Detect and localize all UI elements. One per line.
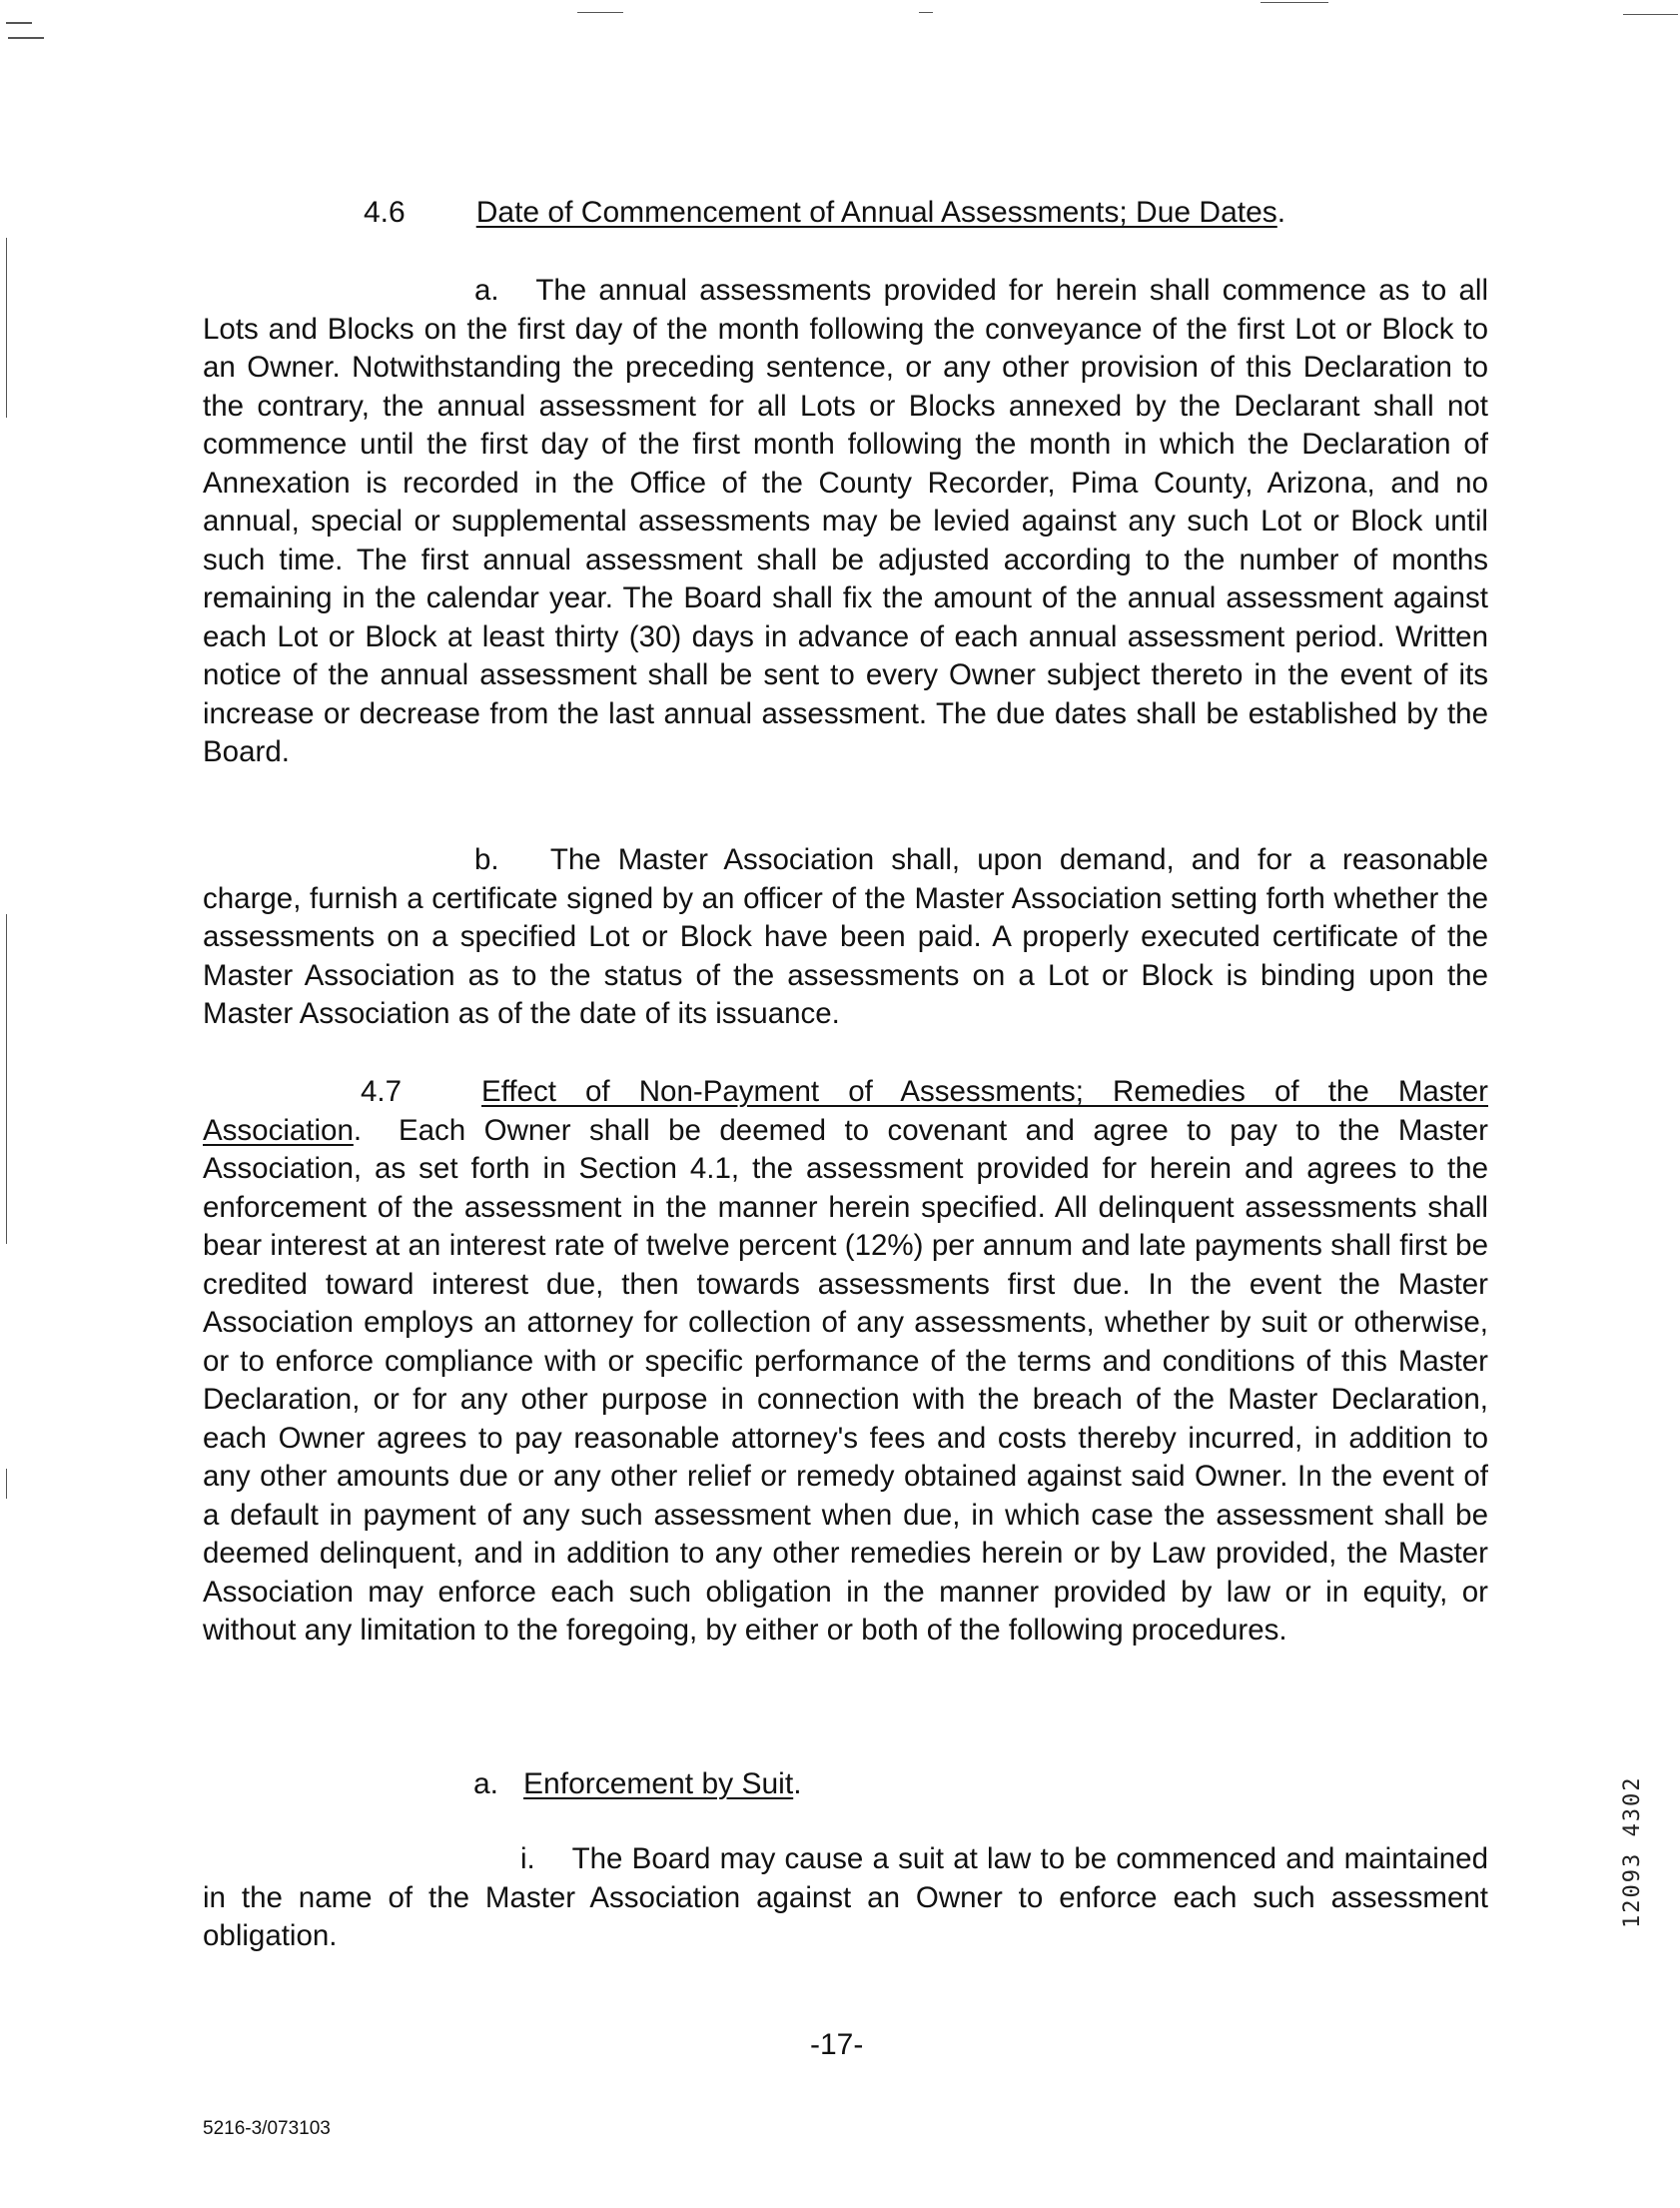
paragraph-b-label: b. <box>474 843 499 876</box>
section-4-7-sub-a-heading <box>473 1764 802 1804</box>
paragraph-a-label: a. <box>474 274 499 307</box>
scan-artifact-top-right <box>1623 14 1678 15</box>
section-4-6-number: 4.6 <box>364 196 406 229</box>
section-4-7-text: Each Owner shall be deemed to covenant and agree to pay to the Master Association, as set forth in Section 4.1, the assessment provided for herein and agrees to the enforcement of the assessment in the manner herein specified. All delinquent assessments shall bear interest at an interest rate of twelve percent (12%) per annum and late payments shall first be credited toward interest due, then towards assessments first due. In the event the Master Association employs an attorney for collection of any assessments, whether by suit or otherwise, or to enforce compliance with or specific performance of the terms and conditions of this Master Declaration, or for any other purpose in connection with the breach of the Master Declaration, each Owner agrees to pay reasonable attorney's fees and costs thereby incurred, in addition to any other amounts due or any other relief or remedy obtained against said Owner. In the event of a default in payment of any such assessment when due, in which case the assessment shall be deemed delinquent, and in addition to any other remedies herein or by Law provided, the Master Association may enforce each such obligation in the manner provided by law or in equity, or without any limitation to the foregoing, by either or both of the following procedures. <box>203 1113 1488 1647</box>
footer-document-code: 5216-3/073103 <box>203 2118 331 2139</box>
recording-stamp: 12093 4302 <box>1620 1775 1645 1928</box>
sub-a-title-tail: . <box>793 1767 802 1800</box>
section-4-6-title-tail: . <box>1276 196 1286 229</box>
scan-artifact-left-edge-2 <box>6 914 7 1244</box>
sub-i-label: i. <box>520 1842 535 1875</box>
scan-artifact-left-edge-1 <box>6 238 7 418</box>
sub-i-text: The Board may cause a suit at law to be commenced and maintained in the name of the Master Association against an Owner to enforce each such assessment obligation. <box>203 1842 1488 1952</box>
scan-artifact-top-1 <box>577 12 623 13</box>
section-4-7-title-tail: . <box>353 1113 363 1147</box>
scan-artifact-top-2 <box>919 12 933 13</box>
section-4-6-paragraph-a <box>203 272 1488 772</box>
paragraph-b-text: The Master Association shall, upon demand, and for a reasonable charge, furnish a certificate signed by an officer of the Master Association setting forth whether the assessments on a specified Lot or Block have been paid. A properly executed certificate of the Master Association as to the status of the assessments on a Lot or Block is binding upon the Master Association as of the date of its issuance. <box>203 843 1488 1030</box>
section-4-6-heading <box>364 193 1285 233</box>
paragraph-a-text: The annual assessments provided for herein shall commence as to all Lots and Blocks on the first day of the month following the conveyance of the first Lot or Block to an Owner. Notwithstanding the preceding sentence, or any other provision of this Declaration to the contrary, the annual assessment for all Lots or Blocks annexed by the Declarant shall not commence until the first day of the first month following the month in which the Declaration of Annexation is recorded in the Office of the County Recorder, Pima County, Arizona, and no annual, special or supplemental assessments may be levied against any such Lot or Block until such time. The first annual assessment shall be adjusted according to the number of months remaining in the calendar year. The Board shall fix the amount of the annual assessment against each Lot or Block at least thirty (30) days in advance of each annual assessment period. Written notice of the annual assessment shall be sent to every Owner subject thereto in the event of its increase or decrease from the last annual assessment. The due dates shall be established by the Board. <box>203 274 1488 768</box>
section-4-6-title: Date of Commencement of Annual Assessments; Due Dates <box>475 196 1277 229</box>
scan-artifact-left-edge-3 <box>6 1469 7 1499</box>
section-4-7-sub-i-paragraph <box>203 1840 1488 1956</box>
sub-a-label: a. <box>473 1767 499 1800</box>
scan-artifact-top-3 <box>1260 2 1328 3</box>
page-number: -17- <box>810 2028 864 2061</box>
section-4-7-number: 4.7 <box>361 1075 403 1108</box>
section-4-7-title: Effect of Non-Payment of Assessments; Remedies of the Master Association <box>203 1075 1488 1147</box>
section-4-7-paragraph <box>203 1073 1488 1651</box>
sub-a-title: Enforcement by Suit <box>523 1767 794 1800</box>
section-4-6-paragraph-b <box>203 841 1488 1034</box>
scan-artifact-top-left <box>6 22 32 24</box>
scan-artifact-top-left-2 <box>8 37 44 39</box>
